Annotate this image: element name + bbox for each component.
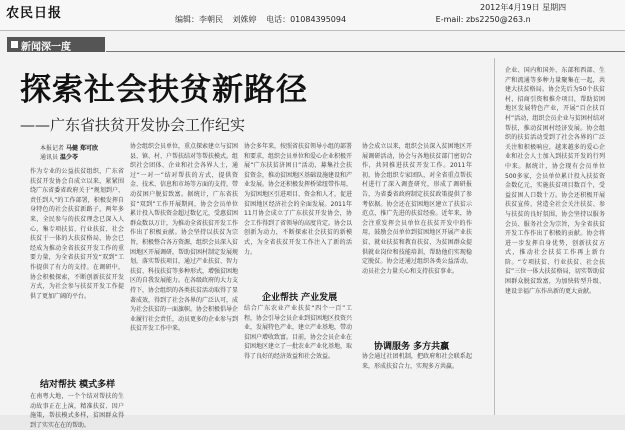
column-4-text-b: 协会通过社团机制，把政府和社会联系起来，形成扶贫合力，实现多方共赢。 <box>362 353 472 370</box>
phone-credit: 电话：01084395094 <box>266 15 347 24</box>
column-3-text-b: 结合广东农业产业扶贫“四个一百”工程，协会引导会员企业到贫困地区投资兴业，发展特色产业，建立产业基地，带动贫困户增收致富。目前，协会会员企业在贫困地区建立了一批农业产业化基地，取得了良好的经济效益和社会效益。 <box>244 305 353 360</box>
masthead: 农民日报 <box>6 6 63 21</box>
article-column-1-cont: 在南粤大地，一个个结对帮扶的生动故事正在上演，精准扶贫、因户施策，帮扶模式多样，贫困群众得到了实实在在的帮助。 <box>30 393 124 429</box>
article-column-2: 协会组织会员单位，重点探索建立与贫困县、镇、村、户帮扶结对等帮扶模式。组织社会团体、企业和社会各界人士，通过“一对一”结对帮扶的方式，提供资金、技术、信息和市场等方面的支持，带动贫困户脱贫致富。据统计，广东省扶贫“双到”工作开展期间，协会会员单位累计投入帮扶资金超过数亿元，受惠贫困群众数以万计，为推动全省扶贫开发工作作出了积极贡献。协会坚持以扶贫为宗旨，积极整合各方资源，组织会员深入贫困地区开展调研，帮助贫困村制定发展规划，落实帮扶项目，通过产业扶贫、智力扶贫、科技扶贫等多种形式，增强贫困地区的自我发展能力。在各级政府的大力支持下，协会组织的各类扶贫活动取得了显著成效，得到了社会各界的广泛认可，成为社会扶贫的一面旗帜。协会积极倡导企业履行社会责任，动员更多的企业参与到扶贫开发工作中来。 <box>130 143 239 333</box>
byline-label: 通讯员 <box>40 154 59 161</box>
section-label-text: 新闻深一度 <box>21 42 71 53</box>
column-4-text: 协会成立以来，组织会员深入贫困地区开展调研活动，协会与各地扶贫部门密切合作，共同推进扶贫开发工作。2011年初，协会组织专家团队，对全省重点帮扶村进行了深入调查研究，形成了调研报告，为省委省政府制定扶贫政策提供了参考依据。协会还在贫困地区建立了扶贫示范点，推广先进的扶贫经验。近年来，协会注重发挥会员单位在扶贫开发中的作用，鼓励会员单位到贫困地区开展产业扶贫、就业扶贫和教育扶贫，为贫困群众提供就业岗位和技能培训，帮助他们实现稳定脱贫。协会还通过组织各类公益活动，动员社会力量关心和支持扶贫事业。 <box>362 143 472 275</box>
dateline: 2012年4月19日 星期四 <box>480 3 567 12</box>
article-headline: 探索社会扶贫新路径 <box>20 72 308 108</box>
article-column-4 <box>362 142 472 415</box>
section-subtitle: 结对帮扶 模式多样 <box>40 380 116 390</box>
section-divider <box>106 51 625 52</box>
page-header <box>0 0 625 31</box>
article-column-5: 企业、国内和国外、东部和西部、生产和流通等多种力量聚集在一起，共建大扶贫格局。协会先后为50个扶贫村，招商引资和推介项目，帮助贫困地区发展特色产业，开展“百企扶百村”活动，组织会员企业与贫困村结对帮扶，推动贫困村经济发展。协会组织的扶贫活动受到了社会各界的广泛关注和积极响应，越来越多的爱心企业和社会人士加入到扶贫开发的行列中来。据统计，协会现有会员单位500多家，会员单位累计投入扶贫资金数亿元，实施扶贫项目数百个，受益贫困人口数十万。协会还积极开展扶贫宣传，营造全社会关注扶贫、参与扶贫的良好氛围，协会坚持以服务会员、服务社会为宗旨，为全省扶贫开发工作作出了积极的贡献。协会将进一步发挥自身优势，创新扶贫方式，推动社会扶贫工作再上新台阶。“专项扶贫、行业扶贫、社会扶贫”三位一体大扶贫格局，切实帮助贫困群众脱贫致富，为加快转型升级、建设幸福广东作出新的更大贡献。 <box>505 67 605 295</box>
byline-label: 本报记者 <box>40 145 65 152</box>
email-credit: E-mail: zbs2250@263.n <box>435 15 531 24</box>
editor-credit: 编辑：李朝民 <box>175 15 223 24</box>
byline-names: 温少苓 <box>59 154 78 161</box>
byline-correspondent <box>40 152 78 161</box>
article-column-1: 作为专业的公益扶贫组织，广东省扶贫开发协会自成立以来，紧紧围绕广东省委省政府关于“规划到户、责任到人”的工作部署，积极发挥自身特色的社会扶贫新路子，两年多来，全民参与的扶贫理念已深入人心，集专项扶贫、行业扶贫、社会扶贫于一体的大扶贫格局，协会已经成为推动全省扶贫开发工作的重要力量，为全省扶贫开发“双到”工作提供了有力的支持。在调研中，协会积极探索，不断创新扶贫开发方式，为社会参与扶贫开发工作提供了更加广阔的平台。 <box>30 168 124 300</box>
square-bullet-icon <box>11 41 18 48</box>
section-label <box>7 37 105 52</box>
editor-credit: 刘姝婷 <box>232 15 257 24</box>
section-subtitle: 企业帮扶 产业发展 <box>262 293 338 303</box>
editor-credits <box>175 14 538 25</box>
article-column-3 <box>244 142 352 415</box>
article-subhead: ——广东省扶贫开发协会工作纪实 <box>20 116 246 134</box>
byline-names: 马健 郑可欣 <box>65 145 99 152</box>
byline-reporters <box>40 143 98 152</box>
column-divider <box>494 58 495 415</box>
section-subtitle: 协调服务 多方共赢 <box>374 342 450 352</box>
column-3-text: 协会多年来，按照省扶贫领导小组的部署和要求，组织会员单位和爱心企业积极开展“广东扶贫济困日”活动，募集社会扶贫资金，推动贫困地区基础设施建设和产业发展。协会还积极发挥桥梁纽带作用，为贫困地区引进项目、资金和人才，促进贫困地区经济社会的全面发展。2011年11月协会成立了广东扶贫开发协会，协会工作得到了省领导的高度肯定。协会以创新为动力，不断探索社会扶贫的新模式，为全省扶贫开发工作注入了新的活力。 <box>244 143 353 256</box>
